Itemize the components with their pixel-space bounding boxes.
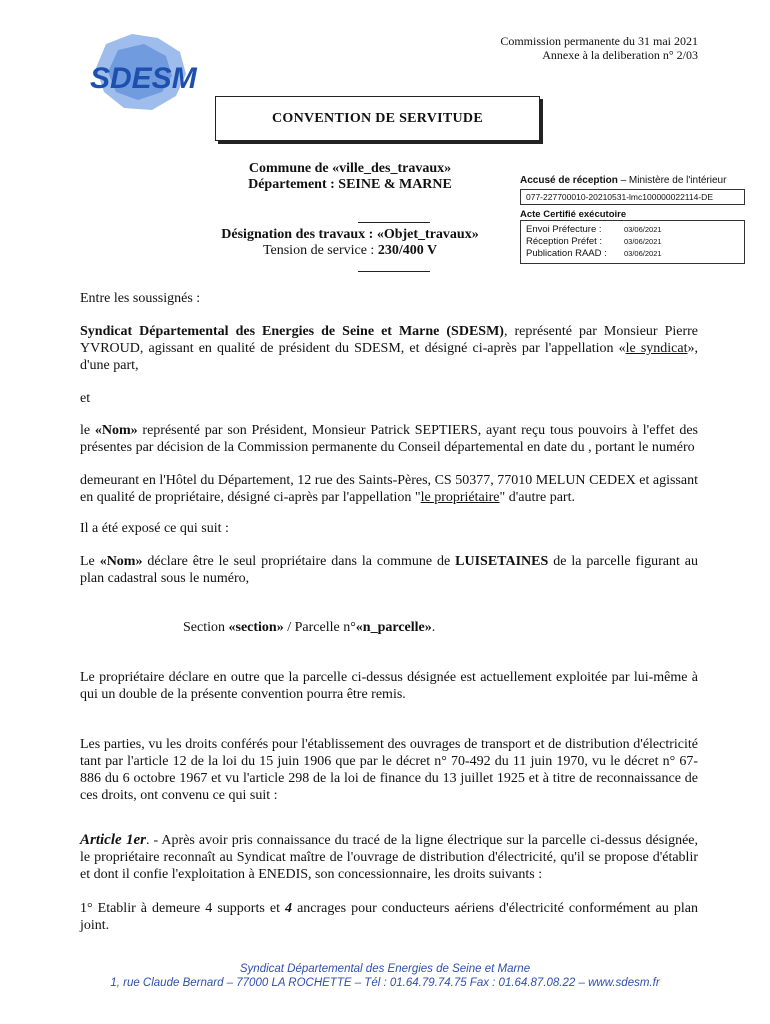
designation-block <box>150 227 550 259</box>
syndicat-appellation: le syndicat <box>625 341 688 356</box>
footer-address: 1, rue Claude Bernard – 77000 LA ROCHETTE – Tél : 01.64.79.74.75 Fax : 01.64.87.08.22 – www.sdesm.fr <box>110 977 660 989</box>
parcelle-nom: «Nom» <box>99 554 143 569</box>
commune-line: Commune de «ville_des_travaux» <box>248 161 452 176</box>
proprietaire-nom: «Nom» <box>94 423 138 438</box>
article-1-paragraph <box>80 832 698 883</box>
designation-line: Désignation des travaux : «Objet_travaux» <box>221 227 479 242</box>
stamp-row-label: Publication RAAD : <box>526 248 607 259</box>
stamp-row <box>526 236 739 248</box>
entre-paragraph: Entre les soussignés : <box>80 291 201 306</box>
stamp-row-label: Réception Préfet : <box>526 236 603 247</box>
demeurant-end: " d'autre part. <box>499 490 575 505</box>
parcelle-le: Le <box>80 554 100 569</box>
section-end: . <box>431 620 436 635</box>
parcelle-paragraph <box>80 553 698 587</box>
et-paragraph: et <box>80 391 91 406</box>
ancrages-count: 4 <box>285 901 293 916</box>
article-1-label: Article 1er <box>80 832 146 848</box>
header-meta <box>500 34 698 62</box>
proprietaire-paragraph <box>80 422 698 456</box>
stamp-reference: 077-227700010-20210531-lmc100000022114-DE <box>520 189 745 205</box>
annex-number: Annexe à la deliberation n° 2/03 <box>542 48 698 62</box>
divider-bottom <box>358 271 430 272</box>
stamp-acte: Acte Certifié exécutoire <box>520 209 627 220</box>
stamp-row-date: 03/06/2021 <box>624 237 662 246</box>
syndicat-text: , représenté par Monsieur Pierre YVROUD, agissant en qualité de président du SDESM, et désigné ci-après par l'appellation « <box>80 324 699 356</box>
departement-line: Département : SEINE & MARNE <box>248 177 452 192</box>
stamp-accuse-bold: Accusé de réception <box>520 175 618 186</box>
section-label: Section <box>183 620 229 635</box>
proprietaire-text: représenté par son Président, Monsieur Patrick SEPTIERS, ayant reçu tous pouvoirs à l'effet des présentes par décision de la Commission permanente du Conseil départemental en date du , portant le numéro <box>80 423 699 455</box>
divider-top <box>358 222 430 223</box>
demeurant-text: demeurant en l'Hôtel du Département, 12 rue des Saints-Pères, CS 50377, 77010 MELUN CEDEX et agissant en qualité de propriétaire, désigné ci-après par l'appellation " <box>80 473 698 505</box>
proprietaire-le: le <box>80 423 95 438</box>
proprietaire-appellation: le propriétaire <box>420 490 500 505</box>
supports-end: ancrages pour conducteurs aériens d'électricité conformément au plan joint. <box>80 901 698 933</box>
syndicat-paragraph <box>80 323 698 374</box>
stamp-row <box>526 224 739 236</box>
exploitation-paragraph: Le propriétaire déclare en outre que la parcelle ci-dessus désignée est actuellement exploitée par lui-même à qui un double de la présente convention pourra être remis. <box>80 670 698 702</box>
supports-text: 1° Etablir à demeure 4 supports et <box>80 901 286 916</box>
section-value: «section» <box>228 620 284 635</box>
stamp-accuse <box>520 175 745 186</box>
stamp-row <box>526 248 739 260</box>
article-1-text: . - Après avoir pris connaissance du tracé de la ligne électrique sur la parcelle ci-dessus désignée, le propriétaire reconnaît au Syndicat maître de l'ouvrage de distribution d'électricité, qu'il se propose d'établir et dont il confie l'exploitation à ENEDIS, son concessionnaire, les droits suivants : <box>80 833 699 882</box>
syndicat-name: Syndicat Départemental des Energies de Seine et Marne (SDESM) <box>80 324 504 339</box>
document-title: CONVENTION DE SERVITUDE <box>215 96 540 141</box>
stamp-accuse-rest: – Ministère de l'intérieur <box>617 175 727 186</box>
page-footer <box>0 962 770 990</box>
sdesm-logo <box>88 30 208 120</box>
parcelle-label: / Parcelle n° <box>283 620 356 635</box>
supports-paragraph <box>80 900 698 934</box>
reception-stamp <box>520 175 745 264</box>
stamp-row-label: Envoi Préfecture : <box>526 224 602 235</box>
tension-line <box>150 243 550 259</box>
stamp-dates <box>520 220 745 264</box>
commune-name: LUISETAINES <box>455 554 549 569</box>
tension-label: Tension de service : <box>262 243 378 258</box>
commission-date: Commission permanente du 31 mai 2021 <box>500 34 698 48</box>
parcelle-value: «n_parcelle» <box>355 620 432 635</box>
parcelle-mid: déclare être le seul propriétaire dans la commune de <box>142 554 456 569</box>
demeurant-paragraph <box>80 472 698 506</box>
syndicat-end: », d'une part, <box>80 341 698 373</box>
footer-org: Syndicat Départemental des Energies de Seine et Marne <box>239 963 531 975</box>
stamp-row-date: 03/06/2021 <box>624 249 662 258</box>
expose-paragraph: Il a été exposé ce qui suit : <box>80 521 229 536</box>
commune-block <box>150 161 550 193</box>
svg-text:SDESM: SDESM <box>90 62 197 95</box>
section-line <box>183 620 435 636</box>
tension-value: 230/400 V <box>377 243 438 258</box>
parcelle-rest: de la parcelle figurant au plan cadastral sous le numéro, <box>80 554 699 586</box>
stamp-row-date: 03/06/2021 <box>624 225 662 234</box>
droits-paragraph: Les parties, vu les droits conférés pour l'établissement des ouvrages de transport et de distribution d'électricité tant par l'article 12 de la loi du 15 juin 1906 que par le décret n° 70-492 du 11 juin 1970, vu le décret n° 67-886 du 6 octobre 1967 et vu l'article 298 de la loi de finance du 13 juillet 1925 et à titre de reconnaissance de ces droits, ont convenu ce qui suit : <box>80 737 698 803</box>
